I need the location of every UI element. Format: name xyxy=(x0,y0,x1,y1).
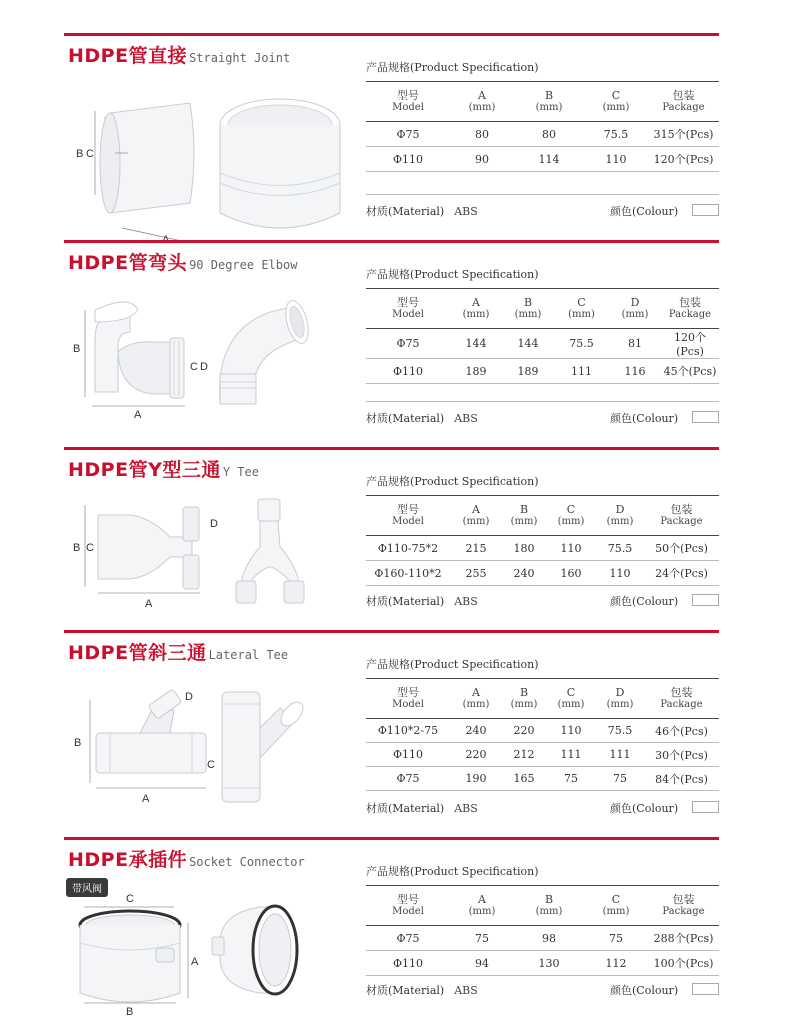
col-d: D (mm) xyxy=(621,295,649,320)
cell: Φ110 xyxy=(392,152,423,166)
cell: 130 xyxy=(538,956,560,970)
spec-label: 产品规格(Product Specification) xyxy=(366,475,539,488)
cell: Φ75 xyxy=(396,127,420,141)
col-package: 包装 Package xyxy=(660,502,703,527)
cell: 116 xyxy=(624,364,646,378)
cell: 110 xyxy=(560,724,582,737)
spec-table xyxy=(366,495,719,586)
table-row xyxy=(366,147,719,172)
dim-label-b: B xyxy=(73,343,81,355)
table-header-row xyxy=(366,82,719,122)
section-lateral-tee xyxy=(0,630,804,835)
material: 材质(Material) ABS xyxy=(366,984,478,997)
cell: 75.5 xyxy=(607,541,633,555)
cell: 120个(Pcs) xyxy=(674,331,706,358)
y-tee-image xyxy=(70,497,360,612)
spec-label: 产品规格(Product Specification) xyxy=(366,658,539,671)
dim-label-d: D xyxy=(200,361,208,373)
cell: Φ160-110*2 xyxy=(374,566,442,580)
table-row xyxy=(366,767,719,791)
cell: 189 xyxy=(517,364,539,378)
section-divider xyxy=(64,630,719,633)
col-a: A (mm) xyxy=(462,502,490,527)
col-package: 包装 Package xyxy=(662,892,705,917)
colour-label: 颜色(Colour) xyxy=(610,984,679,997)
section-y-tee xyxy=(0,447,804,630)
cell: 111 xyxy=(560,748,582,761)
cell: 110 xyxy=(605,152,627,166)
cell: 94 xyxy=(475,956,489,970)
lateral-tee-image xyxy=(70,688,360,813)
col-package: 包装 Package xyxy=(660,685,703,710)
cell: 24个(Pcs) xyxy=(655,567,708,580)
dim-label-c: C xyxy=(207,759,215,771)
table-row xyxy=(366,561,719,586)
title-cn: HDPE管直接 xyxy=(68,45,188,67)
material: 材质(Material) ABS xyxy=(366,595,478,608)
cell: 160 xyxy=(560,566,582,580)
colour-label: 颜色(Colour) xyxy=(610,802,679,815)
cell: 75 xyxy=(613,772,627,785)
material: 材质(Material) ABS xyxy=(366,802,478,815)
dim-label-d: D xyxy=(185,691,193,703)
socket-connector-image xyxy=(70,893,360,1016)
table-row xyxy=(366,122,719,147)
material: 材质(Material) ABS xyxy=(366,205,478,218)
cell: Φ110 xyxy=(392,956,423,970)
cell: 90 xyxy=(475,152,489,166)
section-title xyxy=(68,638,288,665)
section-divider xyxy=(64,33,719,36)
title-en: 90 Degree Elbow xyxy=(189,258,298,272)
cell: 50个(Pcs) xyxy=(655,542,708,555)
cell: 189 xyxy=(465,364,487,378)
cell: 212 xyxy=(513,748,535,761)
cell: 315个(Pcs) xyxy=(653,128,714,141)
colour-swatch xyxy=(692,983,719,995)
cell: Φ75 xyxy=(396,337,420,350)
table-row xyxy=(366,536,719,561)
cell: 220 xyxy=(465,748,487,761)
section-divider xyxy=(64,837,719,840)
cell: 110 xyxy=(560,541,582,555)
cell: 84个(Pcs) xyxy=(655,772,708,786)
table-row xyxy=(366,951,719,976)
table-row xyxy=(366,719,719,743)
cell: 111 xyxy=(609,748,631,761)
cell: 75.5 xyxy=(569,337,594,350)
cell: 120个(Pcs) xyxy=(653,153,714,166)
cell: Φ110-75*2 xyxy=(377,541,439,555)
dim-label-d: D xyxy=(210,518,218,530)
dim-label-b: B xyxy=(126,1006,134,1016)
colour-label: 颜色(Colour) xyxy=(610,595,679,608)
section-elbow xyxy=(0,240,804,445)
cell: 45个(Pcs) xyxy=(663,365,717,378)
col-b: B (mm) xyxy=(514,295,542,320)
cell: 288个(Pcs) xyxy=(653,932,714,945)
cell: 220 xyxy=(513,724,535,737)
col-c: C (mm) xyxy=(557,502,585,527)
cell: 46个(Pcs) xyxy=(655,724,708,738)
colour-swatch xyxy=(692,594,719,606)
cell: 81 xyxy=(628,337,642,350)
cell: 80 xyxy=(542,127,556,141)
table-bottom-line xyxy=(366,401,719,402)
col-c: C (mm) xyxy=(602,88,630,113)
spec-table xyxy=(366,885,719,976)
cell: Φ110 xyxy=(392,364,423,378)
spec-label: 产品规格(Product Specification) xyxy=(366,61,539,74)
cell: 75 xyxy=(475,931,489,945)
section-title xyxy=(68,41,290,68)
table-header-row xyxy=(366,289,719,329)
colour-swatch xyxy=(692,411,719,423)
title-cn: HDPE管Y型三通 xyxy=(68,459,221,481)
title-en: Socket Connector xyxy=(189,855,305,869)
section-divider xyxy=(64,240,719,243)
cell: 180 xyxy=(513,541,535,555)
dim-label-a: A xyxy=(142,793,150,805)
cell: Φ110*2-75 xyxy=(377,724,439,737)
dim-label-c: C xyxy=(86,148,94,160)
col-a: A (mm) xyxy=(462,295,490,320)
dim-label-b: B xyxy=(73,542,81,554)
colour-label: 颜色(Colour) xyxy=(610,412,679,425)
cell: 100个(Pcs) xyxy=(653,957,714,970)
dim-label-a: A xyxy=(191,956,199,968)
dim-label-c: C xyxy=(86,542,94,554)
cell: 144 xyxy=(465,337,487,350)
spec-table xyxy=(366,678,719,791)
dim-label-a: A xyxy=(145,598,153,610)
elbow-image xyxy=(70,292,360,422)
col-a: A (mm) xyxy=(468,892,496,917)
col-c: C (mm) xyxy=(602,892,630,917)
dim-label-c: C xyxy=(190,361,198,373)
col-c: C (mm) xyxy=(557,685,585,710)
spec-table xyxy=(366,81,719,172)
cell: 111 xyxy=(571,364,592,378)
cell: 255 xyxy=(465,566,487,580)
cell: 98 xyxy=(542,931,556,945)
table-row xyxy=(366,329,719,359)
table-header-row xyxy=(366,496,719,536)
col-model: 型号 Model xyxy=(392,892,424,917)
col-d: D (mm) xyxy=(606,502,634,527)
cell: 110 xyxy=(609,566,631,580)
cell: 30个(Pcs) xyxy=(655,748,708,762)
dim-label-a: A xyxy=(134,409,142,421)
cell: 75 xyxy=(609,931,623,945)
col-b: B (mm) xyxy=(535,892,563,917)
title-cn: HDPE管弯头 xyxy=(68,252,188,274)
spec-label: 产品规格(Product Specification) xyxy=(366,268,539,281)
col-b: B (mm) xyxy=(510,685,538,710)
cell: Φ75 xyxy=(396,772,420,785)
col-package: 包装 Package xyxy=(668,295,712,320)
cell: 165 xyxy=(513,772,535,785)
cell: 75.5 xyxy=(607,724,633,737)
cell: 114 xyxy=(538,152,560,166)
col-a: A (mm) xyxy=(462,685,490,710)
table-bottom-line xyxy=(366,194,719,195)
cell: 75 xyxy=(564,772,578,785)
table-header-row xyxy=(366,886,719,926)
material: 材质(Material) ABS xyxy=(366,412,478,425)
colour-label: 颜色(Colour) xyxy=(610,205,679,218)
col-b: B (mm) xyxy=(510,502,538,527)
section-title xyxy=(68,845,305,872)
table-header-row xyxy=(366,679,719,719)
col-a: A (mm) xyxy=(468,88,496,113)
title-en: Y Tee xyxy=(222,465,259,479)
colour-swatch xyxy=(692,801,719,813)
cell: 240 xyxy=(465,724,487,737)
colour-swatch xyxy=(692,204,719,216)
col-package: 包装 Package xyxy=(662,88,705,113)
straight-joint-image xyxy=(70,93,360,253)
table-row xyxy=(366,743,719,767)
title-cn: HDPE承插件 xyxy=(68,849,188,871)
cell: 75.5 xyxy=(603,127,629,141)
col-model: 型号 Model xyxy=(392,502,424,527)
cell: 144 xyxy=(517,337,539,350)
section-title xyxy=(68,455,259,482)
table-row xyxy=(366,926,719,951)
spec-table xyxy=(366,288,719,384)
section-straight-joint xyxy=(0,33,804,238)
cell: 215 xyxy=(465,541,487,555)
title-cn: HDPE管斜三通 xyxy=(68,642,207,664)
valve-badge: 带风阀 xyxy=(66,878,108,897)
col-model: 型号 Model xyxy=(392,88,424,113)
col-d: D (mm) xyxy=(606,685,634,710)
cell: 80 xyxy=(475,127,489,141)
title-en: Straight Joint xyxy=(189,51,291,65)
dim-label-c: C xyxy=(126,893,134,905)
cell: Φ110 xyxy=(392,748,423,761)
section-title xyxy=(68,248,297,275)
cell: Φ75 xyxy=(396,931,420,945)
dim-label-b: B xyxy=(74,737,82,749)
col-model: 型号 Model xyxy=(392,295,424,320)
cell: 112 xyxy=(605,956,627,970)
col-b: B (mm) xyxy=(535,88,563,113)
col-model: 型号 Model xyxy=(392,685,424,710)
spec-label: 产品规格(Product Specification) xyxy=(366,865,539,878)
section-divider xyxy=(64,447,719,450)
cell: 190 xyxy=(465,772,487,785)
title-en: Lateral Tee xyxy=(208,648,289,662)
cell: 240 xyxy=(513,566,535,580)
col-c: C (mm) xyxy=(568,295,595,320)
dim-label-b: B xyxy=(76,148,84,160)
section-socket-connector xyxy=(0,837,804,1016)
table-row xyxy=(366,359,719,384)
